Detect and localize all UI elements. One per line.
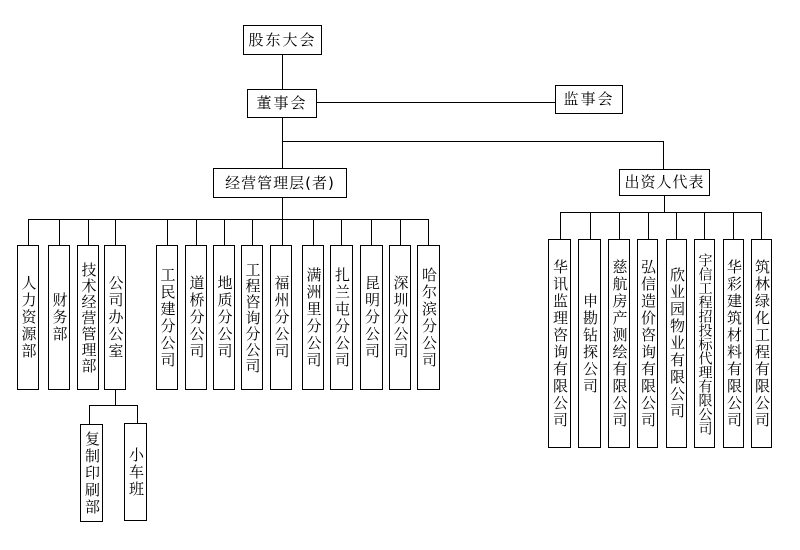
node-yuxin-bidding-agency: 宇信工程招投标代理有限公司 <box>694 239 715 448</box>
connector-shareholders-board <box>282 55 283 89</box>
node-zhalantun-branch: 扎兰屯分公司 <box>330 245 353 390</box>
connector-drop <box>196 219 197 245</box>
node-xinyeyuan-property: 欣业园物业有限公司 <box>666 239 687 448</box>
connector-drop <box>28 219 29 245</box>
connector-drop <box>733 212 734 239</box>
node-shareholders-meeting: 股东大会 <box>243 25 322 55</box>
connector-drop <box>115 219 116 245</box>
connector-drop <box>371 219 372 245</box>
connector-drop <box>761 212 762 239</box>
connector-drop <box>341 219 342 245</box>
connector-drop <box>313 219 314 245</box>
connector-investor-stem <box>664 196 665 212</box>
connector-drop <box>59 219 60 245</box>
node-management-layer: 经营管理层(者) <box>213 168 347 198</box>
node-fuzhou-branch: 福州分公司 <box>270 245 292 390</box>
connector-drop <box>400 219 401 245</box>
node-board-of-directors: 董事会 <box>247 89 317 118</box>
node-hr-department: 人力资源部 <box>17 245 39 390</box>
connector-drop <box>88 219 89 245</box>
node-investor-representative: 出资人代表 <box>619 169 710 196</box>
node-harbin-branch: 哈尔滨分公司 <box>417 245 440 390</box>
node-manzhouli-branch: 满洲里分公司 <box>302 245 324 390</box>
connector-drop <box>89 405 90 424</box>
connector-drop <box>167 219 168 245</box>
connector-drop <box>560 212 561 239</box>
node-huacai-building-materials: 华彩建筑材料有限公司 <box>723 239 744 448</box>
node-copy-printing-department: 复制印刷部 <box>80 424 103 522</box>
node-tech-management-department: 技术经营管理部 <box>77 245 99 390</box>
connector-board-investor-h <box>282 141 664 142</box>
connector-drop <box>619 212 620 239</box>
node-kunming-branch: 昆明分公司 <box>360 245 383 390</box>
connector-office-stem <box>115 390 116 405</box>
node-shenkan-drilling: 申勘钻探公司 <box>578 239 601 448</box>
node-supervisory-board: 监事会 <box>555 85 623 114</box>
connector-management-stem <box>282 198 283 219</box>
connector-drop <box>224 219 225 245</box>
node-company-office: 公司办公室 <box>104 245 126 390</box>
node-shenzhen-branch: 深圳分公司 <box>389 245 411 390</box>
connector-board-supervisory <box>317 102 555 103</box>
connector-board-management <box>282 118 283 168</box>
connector-drop <box>676 212 677 239</box>
node-hongxin-cost-consulting: 弘信造价咨询有限公司 <box>637 239 658 448</box>
connector-drop <box>704 212 705 239</box>
node-car-team: 小车班 <box>124 423 147 521</box>
connector-drop <box>282 219 283 245</box>
node-gongminjian-branch: 工民建分公司 <box>156 245 178 390</box>
node-geology-branch: 地质分公司 <box>213 245 235 390</box>
node-huaxun-supervision-consulting: 华讯监理咨询有限公司 <box>548 239 571 448</box>
connector-board-investor-v <box>663 141 664 169</box>
connector-drop <box>590 212 591 239</box>
node-engineering-consulting-branch: 工程咨询分公司 <box>241 245 263 390</box>
connector-drop <box>428 219 429 245</box>
connector-office-bus <box>89 405 137 406</box>
connector-drop <box>648 212 649 239</box>
node-daoqiao-branch: 道桥分公司 <box>185 245 207 390</box>
node-finance-department: 财务部 <box>48 245 70 390</box>
connector-drop <box>252 219 253 245</box>
connector-drop <box>137 405 138 424</box>
node-cihang-surveying: 慈航房产测绘有限公司 <box>608 239 630 448</box>
node-zhulin-greening-engineering: 筑林绿化工程有限公司 <box>751 239 772 448</box>
